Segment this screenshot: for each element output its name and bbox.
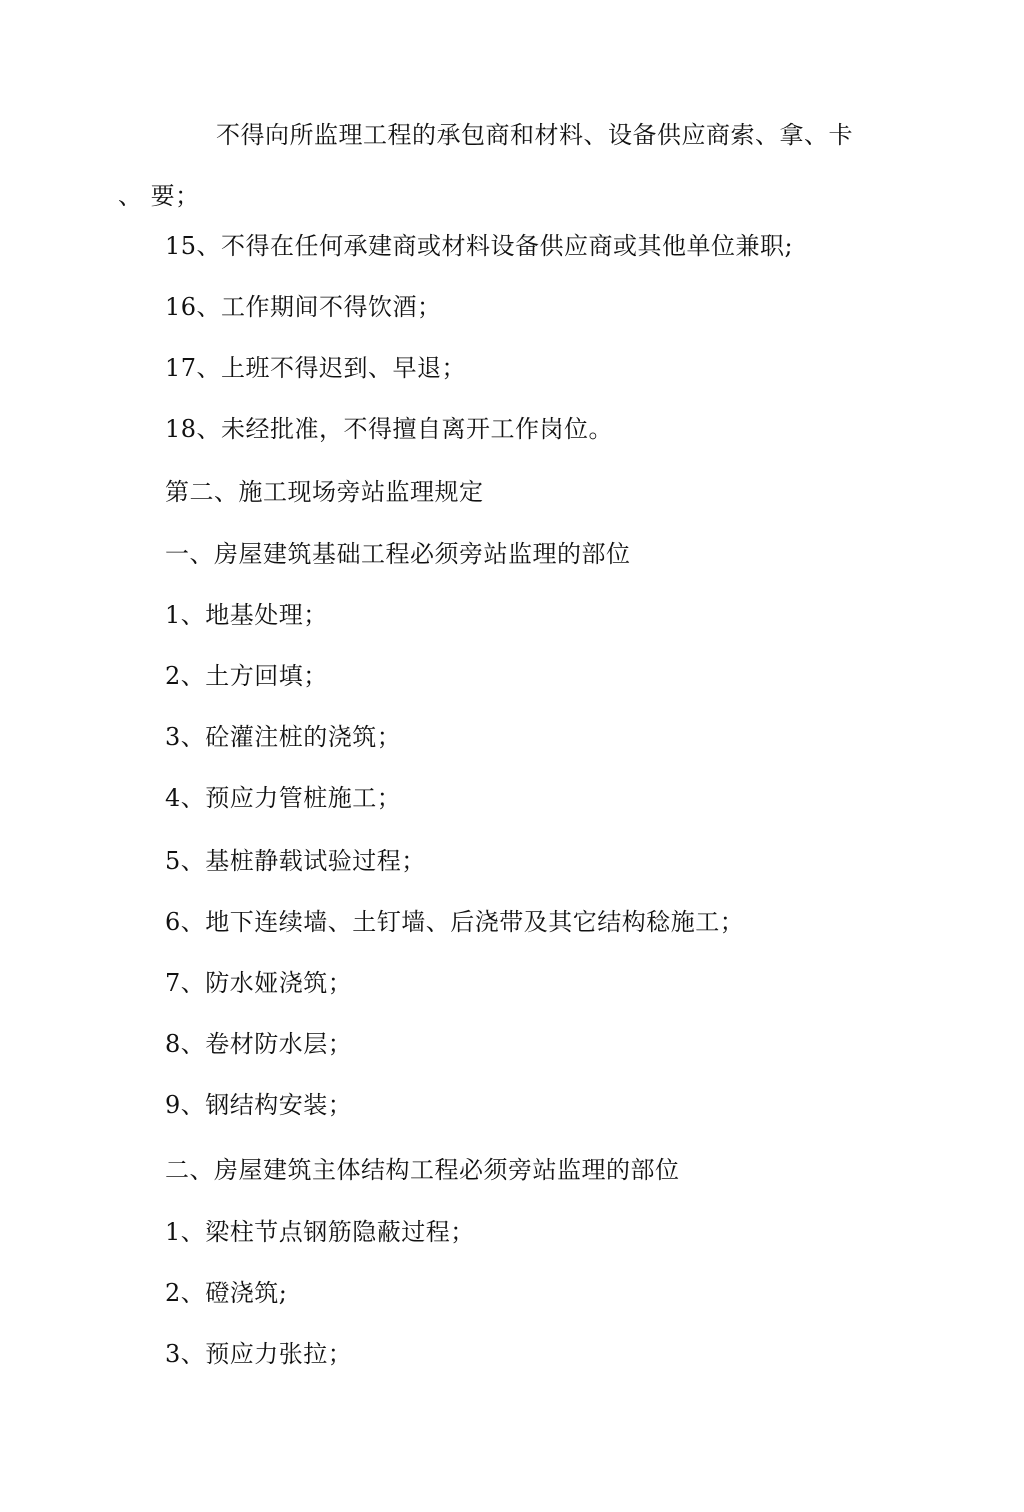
section-heading-2: 第二、施工现场旁站监理规定 [165, 478, 484, 506]
subsection-heading-main-structure: 二、房屋建筑主体结构工程必须旁站监理的部位 [165, 1156, 680, 1184]
structure-item-3: 3、预应力张拉； [165, 1340, 353, 1368]
foundation-item-8: 8、卷材防水层； [165, 1030, 353, 1058]
foundation-item-3: 3、砼灌注桩的浇筑； [165, 723, 402, 751]
rule-item-17: 17、上班不得迟到、早退； [165, 354, 467, 382]
rule-item-18: 18、未经批准，不得擅自离开工作岗位。 [165, 415, 614, 443]
rule-item-15: 15、不得在任何承建商或材料设备供应商或其他单位兼职; [165, 232, 794, 260]
text-line-continuation: 不得向所监理工程的承包商和材料、设备供应商索、拿、卡 [216, 121, 853, 149]
foundation-item-9: 9、钢结构安装； [165, 1091, 353, 1119]
foundation-item-5: 5、基桩静载试验过程； [165, 847, 426, 875]
foundation-item-6: 6、地下连续墙、土钉墙、后浇带及其它结构稔施工； [165, 908, 745, 936]
structure-item-1: 1、梁柱节点钢筋隐蔽过程； [165, 1218, 475, 1246]
foundation-item-4: 4、预应力管桩施工； [165, 784, 402, 812]
foundation-item-7: 7、防水娅浇筑； [165, 969, 353, 997]
foundation-item-1: 1、地基处理； [165, 601, 328, 629]
rule-item-16: 16、工作期间不得饮酒； [165, 293, 442, 321]
text-line-wrap: 、 要； [118, 182, 200, 210]
subsection-heading-foundation: 一、房屋建筑基础工程必须旁站监理的部位 [165, 540, 631, 568]
foundation-item-2: 2、土方回填； [165, 662, 328, 690]
structure-item-2: 2、磴浇筑; [165, 1279, 288, 1307]
